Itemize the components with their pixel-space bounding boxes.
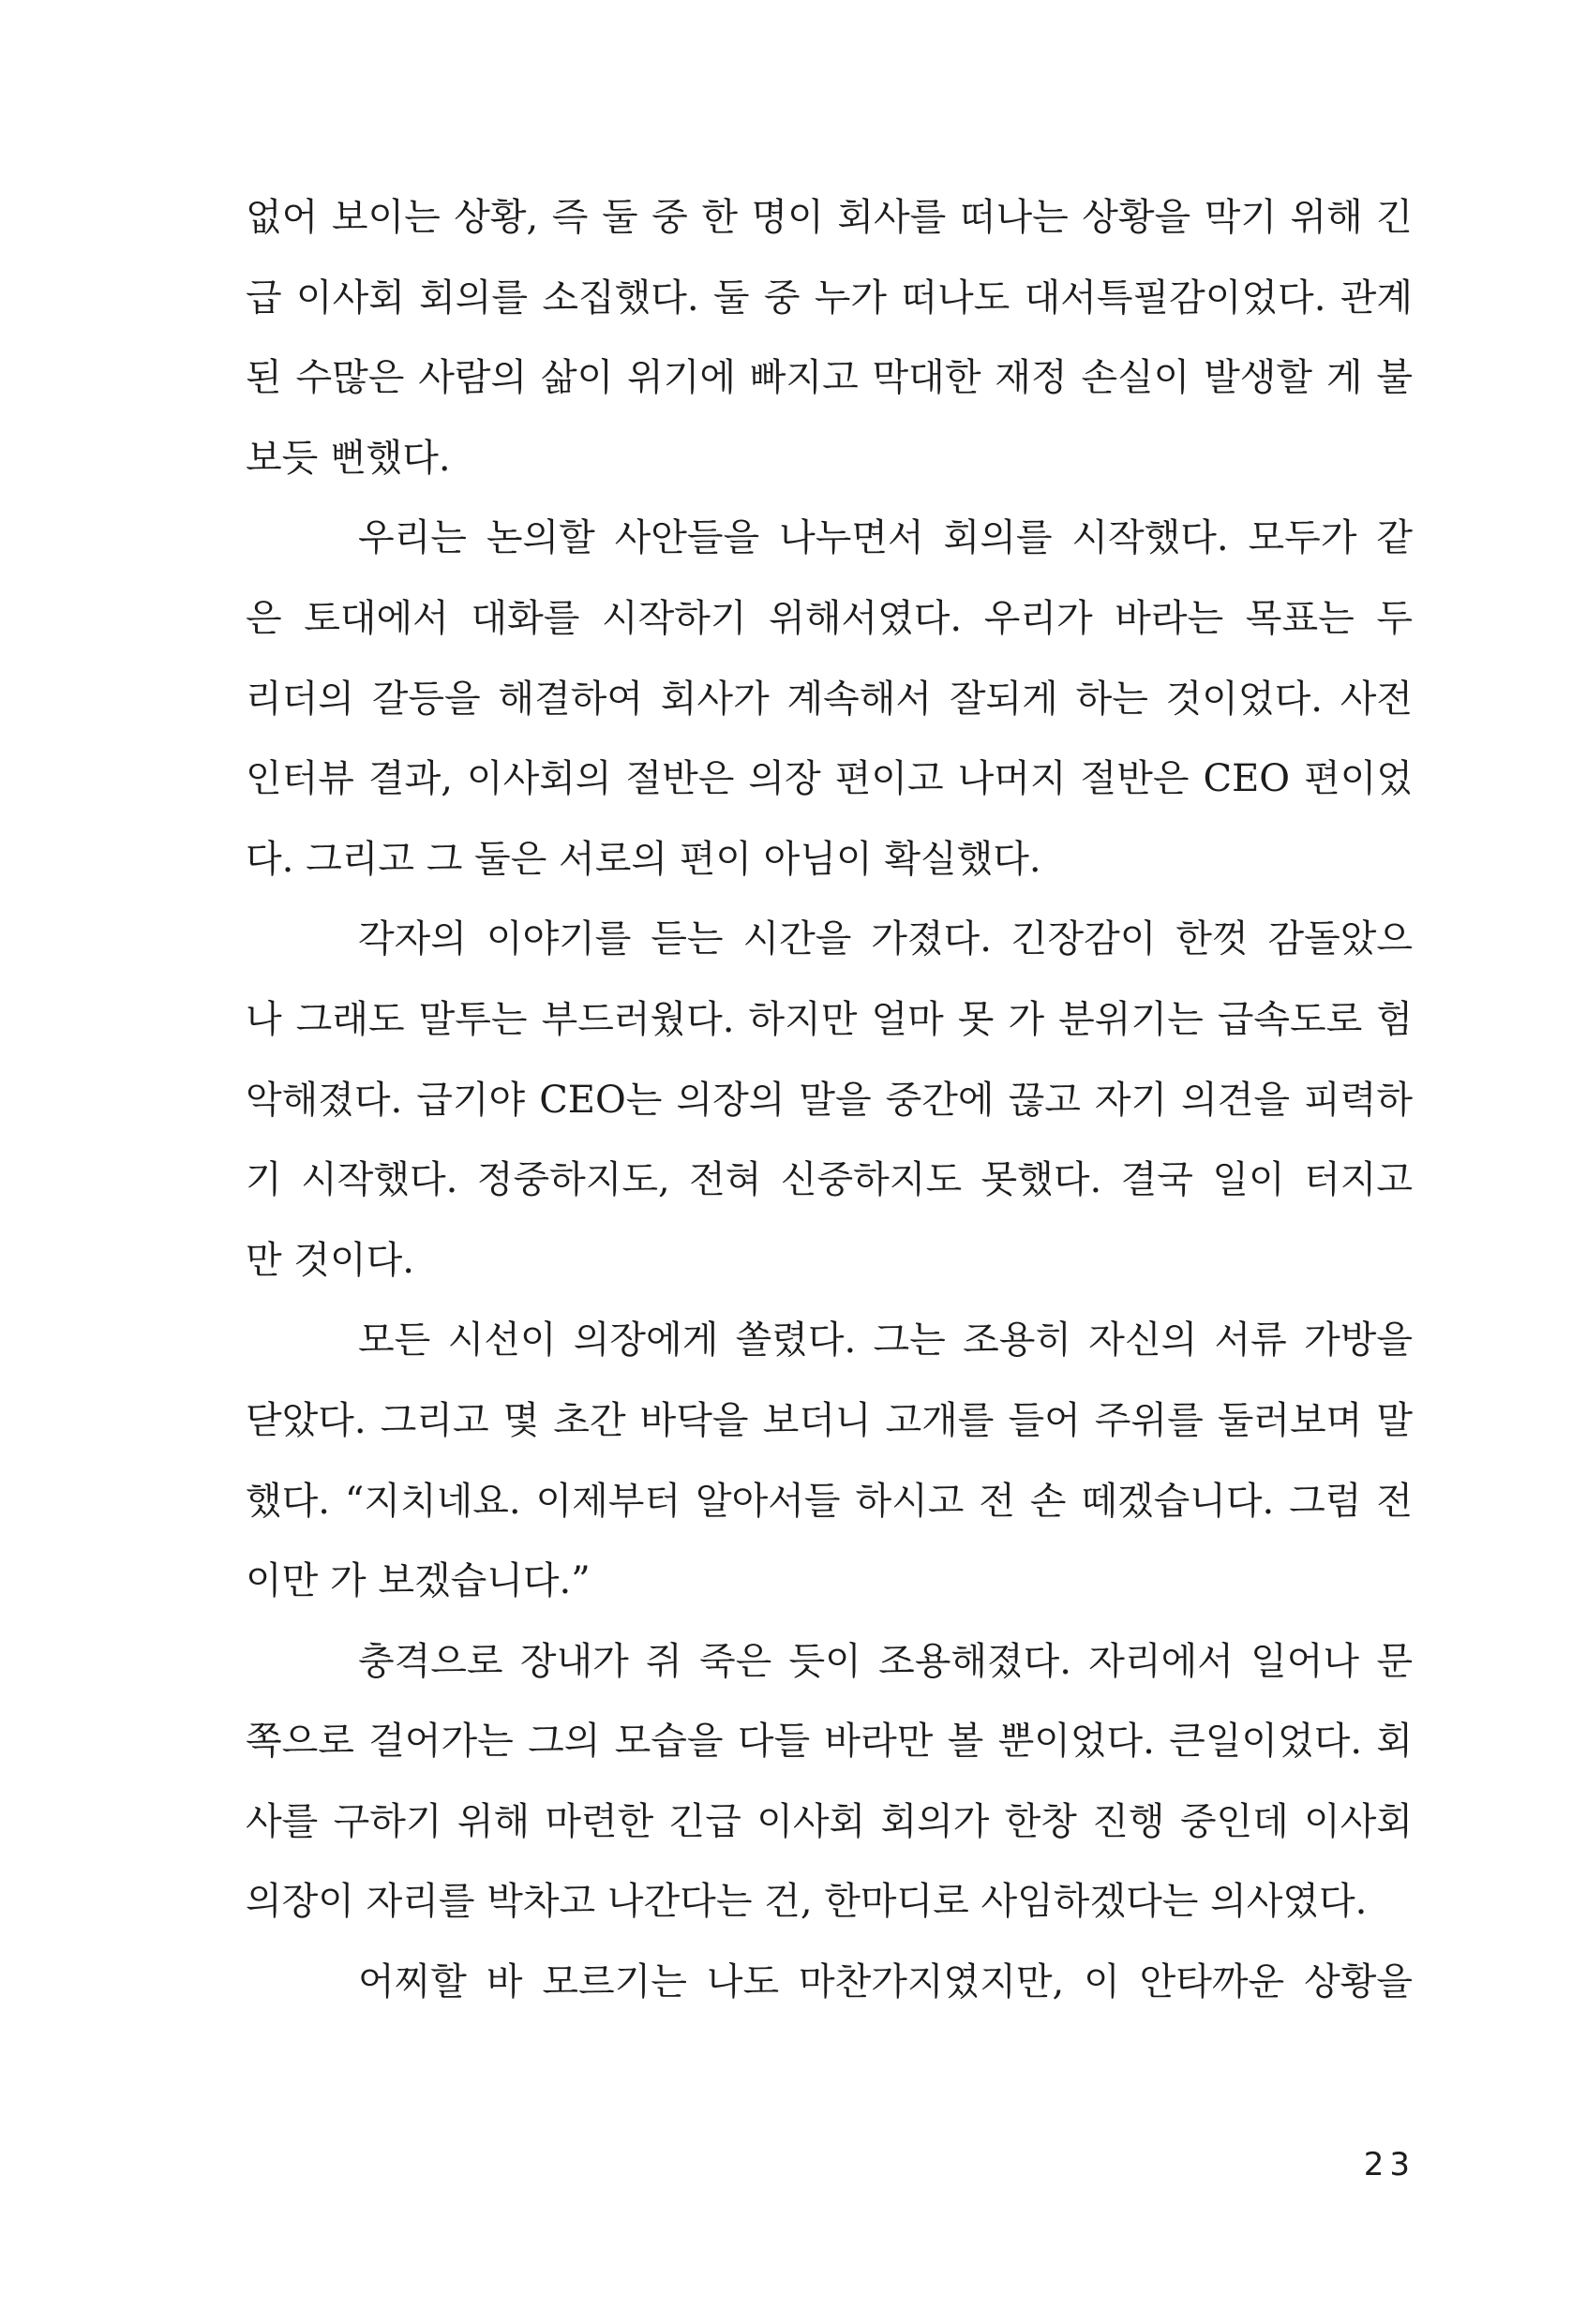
body-text <box>246 178 1413 2023</box>
text-line: 기 시작했다. 정중하지도, 전혀 신중하지도 못했다. 결국 일이 터지고 <box>246 1158 1413 1202</box>
text-line: 모든 시선이 의장에게 쏠렸다. 그는 조용히 자신의 서류 가방을 <box>358 1318 1413 1363</box>
paragraph-5 <box>246 1622 1413 1943</box>
paragraph-2 <box>246 499 1413 900</box>
text-line: 각자의 이야기를 듣는 시간을 가졌다. 긴장감이 한껏 감돌았으 <box>358 917 1413 961</box>
text-line: 쪽으로 걸어가는 그의 모습을 다들 바라만 볼 뿐이었다. 큰일이었다. 회 <box>246 1720 1413 1764</box>
text-line: 인터뷰 결과, 이사회의 절반은 의장 편이고 나머지 절반은 CEO 편이었 <box>246 757 1413 801</box>
text-line: 된 수많은 사람의 삶이 위기에 빠지고 막대한 재정 손실이 발생할 게 불 <box>246 356 1413 400</box>
text-line: 했다. “지치네요. 이제부터 알아서들 하시고 전 손 떼겠습니다. 그럼 전 <box>246 1479 1413 1523</box>
paragraph-6 <box>246 1943 1413 2023</box>
paragraph-3 <box>246 900 1413 1301</box>
text-line: 리더의 갈등을 해결하여 회사가 계속해서 잘되게 하는 것이었다. 사전 <box>246 677 1413 721</box>
text-line: 의장이 자리를 박차고 나간다는 건, 한마디로 사임하겠다는 의사였다. <box>246 1880 1368 1924</box>
text-line: 나 그래도 말투는 부드러웠다. 하지만 얼마 못 가 분위기는 급속도로 험 <box>246 997 1413 1041</box>
text-line: 이만 가 보겠습니다.” <box>246 1559 591 1603</box>
text-line: 없어 보이는 상황, 즉 둘 중 한 명이 회사를 떠나는 상황을 막기 위해 긴 <box>246 196 1413 239</box>
text-line: 충격으로 장내가 쥐 죽은 듯이 조용해졌다. 자리에서 일어나 문 <box>358 1639 1413 1683</box>
text-line: 악해졌다. 급기야 CEO는 의장의 말을 중간에 끊고 자기 의견을 피력하 <box>246 1078 1413 1122</box>
text-line: 은 토대에서 대화를 시작하기 위해서였다. 우리가 바라는 목표는 두 <box>246 596 1413 640</box>
text-line: 보듯 뻔했다. <box>246 436 451 480</box>
page-number: 23 <box>1363 2146 1415 2183</box>
text-line: 어찌할 바 모르기는 나도 마찬가지였지만, 이 안타까운 상황을 <box>358 1960 1413 2004</box>
text-line: 우리는 논의할 사안들을 나누면서 회의를 시작했다. 모두가 같 <box>358 516 1413 560</box>
text-line: 사를 구하기 위해 마련한 긴급 이사회 회의가 한창 진행 중인데 이사회 <box>246 1799 1413 1843</box>
text-line: 만 것이다. <box>246 1238 414 1282</box>
text-line: 닫았다. 그리고 몇 초간 바닥을 보더니 고개를 들어 주위를 둘러보며 말 <box>246 1398 1413 1442</box>
paragraph-4 <box>246 1301 1413 1621</box>
text-line: 다. 그리고 그 둘은 서로의 편이 아님이 확실했다. <box>246 837 1041 881</box>
paragraph-1 <box>246 178 1413 499</box>
text-line: 급 이사회 회의를 소집했다. 둘 중 누가 떠나도 대서특필감이었다. 관계 <box>246 276 1413 320</box>
